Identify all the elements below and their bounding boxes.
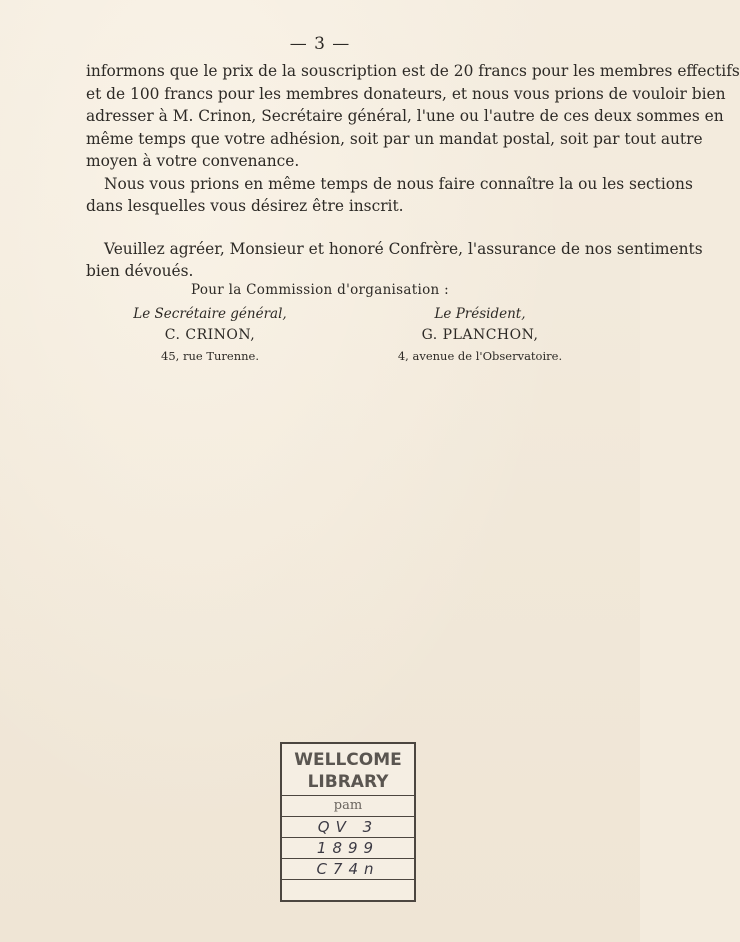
stamp-line: LIBRARY — [307, 772, 389, 792]
signer-name: C. CRINON, — [164, 327, 256, 343]
stamp-cutter: C74n — [282, 859, 414, 880]
paragraph-sections — [86, 173, 693, 218]
page-number: — 3 — — [289, 34, 351, 54]
paragraph-subscription — [86, 60, 740, 173]
signer-address: 45, rue Turenne. — [161, 349, 259, 363]
text-line: et de 100 francs pour les membres donateurs, et nous vous prions de vouloir bien — [86, 84, 726, 103]
text-line: bien dévoués. — [86, 262, 194, 280]
library-stamp — [280, 742, 416, 902]
signer-name: G. PLANCHON, — [421, 327, 539, 343]
signature-secretary — [130, 304, 290, 367]
text-line: Nous vous prions en même temps de nous faire connaître la ou les sections — [104, 174, 693, 193]
commission-heading: Pour la Commission d'organisation : — [191, 282, 449, 298]
stamp-line: WELLCOME — [294, 750, 402, 770]
stamp-class-mark: QV 3 — [282, 817, 414, 838]
stamp-collection: pam — [282, 796, 414, 817]
stamp-empty-row — [282, 880, 414, 901]
text-line: moyen à votre convenance. — [86, 152, 300, 170]
signer-address: 4, avenue de l'Observatoire. — [397, 349, 563, 363]
signer-role: Le Président, — [434, 306, 526, 322]
signer-role: Le Secrétaire général, — [133, 306, 287, 322]
text-line: informons que le prix de la souscription est de 20 francs pour les membres effectifs — [86, 62, 740, 80]
text-line: dans lesquelles vous désirez être inscrit. — [86, 197, 404, 215]
text-line: même temps que votre adhésion, soit par un mandat postal, soit par tout autre — [86, 129, 703, 148]
stamp-year: 1899 — [282, 838, 414, 859]
letter-body — [86, 60, 740, 283]
stamp-header — [282, 744, 414, 796]
paragraph-closing — [86, 238, 703, 283]
signature-president — [395, 304, 565, 367]
text-line: Veuillez agréer, Monsieur et honoré Confrère, l'assurance de nos sentiments — [104, 239, 703, 258]
text-line: adresser à M. Crinon, Secrétaire général, l'une ou l'autre de ces deux sommes en — [86, 107, 724, 125]
